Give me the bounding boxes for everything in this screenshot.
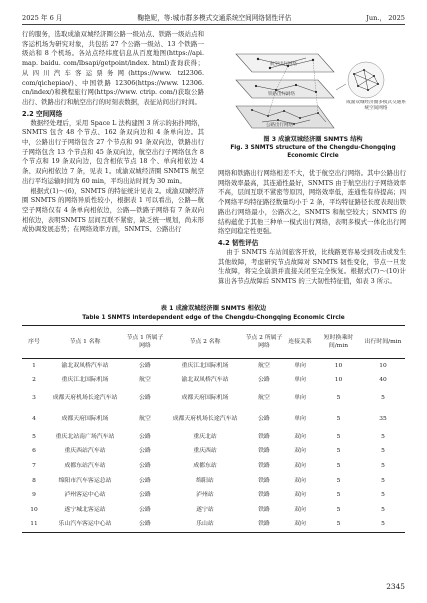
table-cell: 航空 [139, 415, 151, 422]
table-row [22, 388, 405, 409]
table-cell: 遂宁城北客运站 [64, 506, 106, 513]
table-header-cell: 序号 [22, 326, 46, 359]
table-cell: 5 [381, 433, 385, 440]
table-cell: 公路 [139, 477, 151, 484]
table-cell: 公路 [124, 518, 166, 533]
table-cell: 泸州站 [196, 492, 214, 499]
table-header-cell: 连接关系 [284, 326, 316, 359]
table-cell: 公路 [139, 362, 151, 369]
table-cell: 重庆江北国际机场 [181, 362, 229, 369]
table-row [22, 359, 405, 374]
layer-label: 航空出行网络 [270, 62, 297, 67]
table-cell: 单向 [294, 362, 306, 369]
header-title: 鞠艳妮，等:城市群多模式交通系统空间网络韧性评估 [137, 14, 292, 22]
table-cell: 5 [381, 492, 385, 499]
combined-network [336, 62, 384, 98]
table-cell: 公路 [139, 394, 151, 401]
paragraph: 行的服务，选取成渝双城经济圈公路一级站点、铁路一级站点和客运机场为研究对象，共包括 27 个公路一级站、13 个铁路一级站和 8 个机场。各站点经纬度信息从百度地图(https://api. map. baidu. com/lbsapi/getpoint/index. html)查询获得；从四川汽车客运票务网(https://www. tzl2306. com/qichepiao/)、中国铁路 12306(https://www. 12306. cn/index/)和携程旅行网(https://www. ctrip. com/)获取公路出行、铁路出行和航空出行的时刻表数据，表征站间出行时间。 [22, 30, 204, 106]
table-cell: 2 [32, 377, 36, 384]
table-cell: 7 [32, 462, 36, 469]
layer-label: 公路出行网络 [266, 123, 293, 128]
table-cell: 航空 [258, 394, 270, 401]
network-layers-diagram [218, 50, 408, 134]
table-cell: 航空 [258, 362, 270, 369]
table-cell: 5 [381, 448, 385, 455]
table-cell: 双向 [284, 518, 316, 533]
paragraph: 由于 SNMTS 车站间旅客开放，比线路更容易受到攻击或发生其他故障，考虑研究节点故障对 SNMTS 韧性变化，节点一旦发生故障，将完全崩溃并直接关闭至完全恢复。根据式(7)～(10)计算出各节点故障后 SNMTS 的三大韧性特征值，如表 3 所示。 [218, 247, 406, 286]
table-cell: 公路 [139, 433, 151, 440]
header-date: 2025 年 6 月 [22, 14, 63, 22]
table-cell: 渝北双凤桥汽车站 [61, 362, 109, 369]
table-cell: 重庆北站 [193, 433, 217, 440]
table-header-cell: 节点 1 名称 [46, 326, 124, 359]
table-cell: 铁路 [258, 448, 270, 455]
table-header-cell: 节点 2 所属子网络 [244, 326, 284, 359]
table-cell: 铁路 [258, 462, 270, 469]
interdependent-edge-table [22, 325, 405, 533]
table-cell: 8 [32, 477, 36, 484]
table-cell: 双向 [294, 492, 306, 499]
figure-caption-en: Fig. 3 SNMTS structure of the Chengdu-Chongqing Economic Circle [230, 145, 396, 160]
running-header [22, 10, 405, 24]
table-cell: 公路 [139, 462, 151, 469]
table-cell: 航空 [139, 377, 151, 384]
table-cell: 单向 [294, 394, 306, 401]
table-cell: 成都天府国际机场 [181, 394, 229, 401]
table-cell: 铁路 [258, 506, 270, 513]
table-cell: 5 [336, 462, 341, 469]
table-row [22, 459, 405, 474]
table-header-cell: 节点 2 名称 [166, 326, 244, 359]
table-cell: 4 [32, 415, 36, 422]
table-cell: 公路 [139, 448, 151, 455]
table-row [22, 518, 405, 533]
road-layer [236, 106, 334, 128]
table-cell: 双向 [294, 462, 306, 469]
table-cell: 铁路 [258, 433, 270, 440]
table-cell: 5 [381, 462, 385, 469]
table-cell: 10 [30, 506, 38, 513]
table-cell: 公路 [139, 492, 151, 499]
table-cell: 成都东站汽车站 [64, 462, 106, 469]
table-cell: 5 [336, 448, 341, 455]
table-cell: 泸州客运中心站 [64, 492, 106, 499]
table-cell: 成都天府国际机场 [61, 415, 109, 422]
table-cell: 成都天府机场长途汽车站 [172, 415, 238, 422]
header-rule [22, 24, 405, 25]
table-row [22, 409, 405, 430]
table-row [22, 503, 405, 518]
table-cell: 11 [22, 518, 46, 533]
table-cell: 乐山站 [166, 518, 244, 533]
table-cell: 5 [381, 394, 385, 401]
table-cell: 10 [379, 362, 387, 369]
table-caption-en: Table 1 SNMTS interdependent edge of the Chengdu-Chongqing Economic Circle [82, 314, 345, 321]
section-heading: 4.2 韧性评估 [218, 238, 259, 247]
table-cell: 公路 [139, 506, 151, 513]
table-cell: 渝北双凤桥汽车站 [181, 377, 229, 384]
table-cell: 5 [316, 518, 361, 533]
table-cell: 成都天府机场长途汽车站 [52, 394, 118, 401]
table-cell: 双向 [294, 506, 306, 513]
table-cell: 3 [32, 394, 36, 401]
table-caption [22, 305, 405, 322]
table-cell: 成都东站 [193, 462, 217, 469]
table-cell: 9 [32, 492, 36, 499]
table-row [22, 445, 405, 460]
right-column [218, 169, 406, 287]
figure-caption [218, 136, 408, 161]
table-caption-cn: 表 1 成渝双城经济圈 SNMTS 相依边 [160, 305, 267, 312]
paragraph: 网络和铁路出行网络相差不大，优于航空出行网络。其中公路出行网络效率最高，其连通性最好，SNMTS 由于航空出行子网络效率不高，层间互联不紧密等原因，网络效率低，连通性有待提高；四个网络平均特征路径数量均小于 2 条，平均特征路径长度表现出铁路出行网络最小，公路次之，SNMTS 和航空较大；SNMTS 的结构蕴优于其他三种单一模式出行网络，表明多模式一体化出行网络空间稳定性更强。 [218, 169, 406, 236]
table-cell: 铁路 [258, 477, 270, 484]
layer-label: 铁路出行网络 [268, 92, 295, 97]
table-cell: 5 [361, 518, 405, 533]
table-cell: 重庆西站 [193, 448, 217, 455]
paragraph: 数据经处理后，采用 Space L 法构建图 3 所示的拓扑网络，SNMTS 包含 48 个节点、162 条双向边和 4 条单向边。其中，公路出行子网络包含 27 个节点和 91 条双向边，铁路出行子网络包含 13 个节点和 45 条双向边，航空出行子网络包含 8 个节点和 19 条双向边，包含相依节点 18 个、单向相依边 4 条、双向相依边 7 条，见表 1。成渝双城经济圈 SNMTS 航空出行平均运输时间为 60 min，平均出站时间为 30 min。 [22, 118, 204, 185]
table-row [22, 374, 405, 389]
table-cell: 5 [381, 506, 385, 513]
left-column [22, 30, 204, 235]
header-date-en: Jun.， 2025 [366, 14, 405, 22]
table-cell: 绵阳市汽车客运总站 [58, 477, 112, 484]
table-cell: 重庆西站汽车站 [64, 448, 106, 455]
paragraph: 根据式(1)～(6)，SNMTS 的特征统计见表 2。成渝双城经济圈 SNMTS 的网络异质性较小，根据表 1 可以看出，公路—航空子网络仅有 4 条单向相依边，公路—铁路子网络有 7 条双向相依边，表明SNMTS 层间互联不紧密，缺乏统一规划，尚未形成协调发展态势；在网络效率方面，SNMTS、公路出行 [22, 186, 204, 234]
table-row [22, 489, 405, 504]
section-heading: 2.2 空间网络 [22, 109, 63, 118]
table-header-cell: 出行时间/min [361, 326, 405, 359]
table-cell: 铁路 [244, 518, 284, 533]
table-cell: 绵阳站 [196, 477, 214, 484]
table-cell: 单向 [294, 377, 306, 384]
table-cell: 5 [336, 415, 341, 422]
table-cell: 双向 [294, 448, 306, 455]
table-cell: 双向 [294, 433, 306, 440]
table-cell: 10 [334, 377, 343, 384]
table-cell: 遂宁站 [196, 506, 214, 513]
network-figure [218, 50, 408, 134]
table-body [22, 359, 405, 533]
table-cell: 10 [334, 362, 343, 369]
table-cell: 重庆北站南广场汽车站 [55, 433, 115, 440]
table-cell: 单向 [294, 415, 306, 422]
table-cell: 双向 [294, 477, 306, 484]
table-cell: 6 [32, 448, 36, 455]
table-cell: 40 [379, 377, 387, 384]
table-cell: 5 [336, 477, 341, 484]
table-cell: 铁路 [258, 492, 270, 499]
page-number: 2345 [386, 582, 405, 591]
table-cell: 1 [32, 362, 36, 369]
air-layer [236, 54, 334, 72]
table-header-cell: 节点 1 所属子网络 [124, 326, 166, 359]
table-cell: 重庆江北国际机场 [61, 377, 109, 384]
table-cell: 5 [32, 433, 36, 440]
table-cell: 5 [381, 477, 385, 484]
table-cell: 5 [336, 433, 341, 440]
table-cell: 5 [336, 506, 341, 513]
table-header-row [22, 326, 405, 359]
table-header-cell: 短时换乘时间/min [316, 326, 361, 359]
figure-caption-cn: 图 3 成渝双城经济圈 SNMTS 结构 [263, 136, 363, 143]
table-cell: 公路 [258, 377, 270, 384]
table-cell: 5 [336, 492, 341, 499]
table-cell: 5 [336, 394, 341, 401]
rail-layer [236, 80, 334, 98]
table-cell: 35 [379, 415, 387, 422]
combined-network-label: 成渝双城经济圈多模式交通系统空间网络 [346, 100, 406, 111]
table-row [22, 474, 405, 489]
table-row [22, 430, 405, 445]
table-cell: 公路 [258, 415, 270, 422]
table-cell: 乐山汽车客运中心站 [46, 518, 124, 533]
